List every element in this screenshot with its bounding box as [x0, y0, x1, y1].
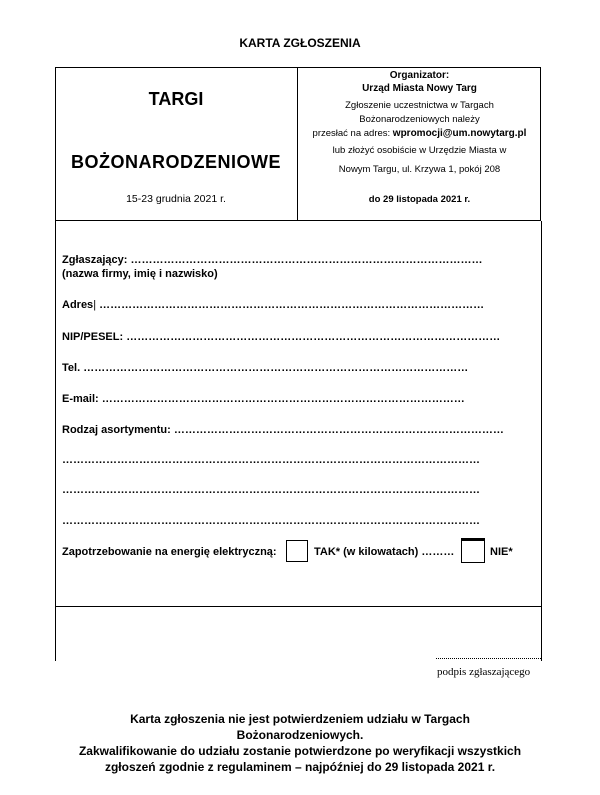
applicant-hint: (nazwa firmy, imię i nazwisko)	[62, 268, 218, 280]
address-field[interactable]	[62, 299, 484, 311]
email-label: E-mail:	[62, 393, 102, 405]
energy-no-label: NIE*	[490, 546, 513, 558]
tel-field[interactable]	[62, 362, 468, 374]
footer-line4: zgłoszeń zgodnie z regulaminem – najpóźniej do 29 listopada 2021 r.	[104, 760, 496, 774]
applicant-dots: ……………………………………………………………………………………	[130, 254, 483, 266]
organizer-line5: Nowym Targu, ul. Krzywa 1, pokój 208	[338, 164, 501, 175]
form-left-border	[55, 221, 56, 661]
organizer-name: Urząd Miasta Nowy Targ	[362, 83, 477, 94]
address-dots: ……………………………………………………………………………………………	[99, 299, 485, 311]
signature-line[interactable]	[436, 658, 541, 659]
organizer-address-line	[298, 128, 541, 139]
organizer-email: wpromocji@um.nowytarg.pl	[392, 128, 527, 139]
text-cursor: |	[93, 299, 97, 311]
footer-line3: Zakwalifikowanie do udziału zostanie potwierdzone po weryfikacji wszystkich	[78, 744, 522, 758]
organizer-label: Organizator:	[389, 70, 450, 81]
event-title-line1: TARGI	[148, 89, 204, 109]
applicant-label: Zgłaszający:	[62, 254, 131, 266]
organizer-line3-prefix: przesłać na adres:	[312, 128, 393, 139]
assortment-field[interactable]	[62, 424, 504, 436]
event-title-line2: BOŻONARODZENIOWE	[71, 152, 281, 172]
assortment-label: Rodzaj asortymentu:	[62, 424, 174, 436]
footer-line2: Bożonarodzeniowych.	[236, 728, 364, 742]
signature-label: podpis zgłaszającego	[437, 666, 531, 678]
address-label: Adres	[62, 299, 94, 311]
energy-yes-checkbox[interactable]	[286, 540, 308, 562]
nip-label: NIP/PESEL:	[62, 331, 127, 343]
tel-dots: ……………………………………………………………………………………………	[83, 362, 469, 374]
form-divider	[55, 606, 541, 607]
energy-yes-label: TAK* (w kilowatach) ………	[314, 546, 455, 558]
header-bottom-line	[55, 220, 541, 221]
form-right-border	[541, 221, 542, 661]
energy-label: Zapotrzebowanie na energię elektryczną:	[62, 546, 277, 558]
footer-line1: Karta zgłoszenia nie jest potwierdzeniem udziału w Targach	[130, 712, 470, 726]
email-field[interactable]	[62, 393, 465, 405]
assortment-line-3[interactable]: ……………………………………………………………………………………………………	[62, 515, 480, 527]
event-dates: 15-23 grudnia 2021 r.	[126, 193, 226, 205]
organizer-line4: lub złożyć osobiście w Urzędzie Miasta w	[332, 145, 507, 156]
energy-no-checkbox[interactable]	[461, 538, 485, 563]
organizer-line1: Zgłoszenie uczestnictwa w Targach	[345, 100, 494, 111]
email-dots: ………………………………………………………………………………………	[101, 393, 465, 405]
assortment-line-2[interactable]: ……………………………………………………………………………………………………	[62, 484, 480, 496]
nip-field[interactable]	[62, 331, 500, 343]
assortment-dots: ………………………………………………………………………………	[173, 424, 504, 436]
organizer-line2: Bożonarodzeniowych należy	[359, 114, 480, 125]
nip-dots: …………………………………………………………………………………………	[126, 331, 501, 343]
assortment-line-1[interactable]: ……………………………………………………………………………………………………	[62, 454, 480, 466]
tel-label: Tel.	[62, 362, 84, 374]
applicant-field[interactable]	[62, 254, 482, 266]
organizer-deadline: do 29 listopada 2021 r.	[368, 194, 471, 205]
document-title: KARTA ZGŁOSZENIA	[239, 36, 361, 50]
